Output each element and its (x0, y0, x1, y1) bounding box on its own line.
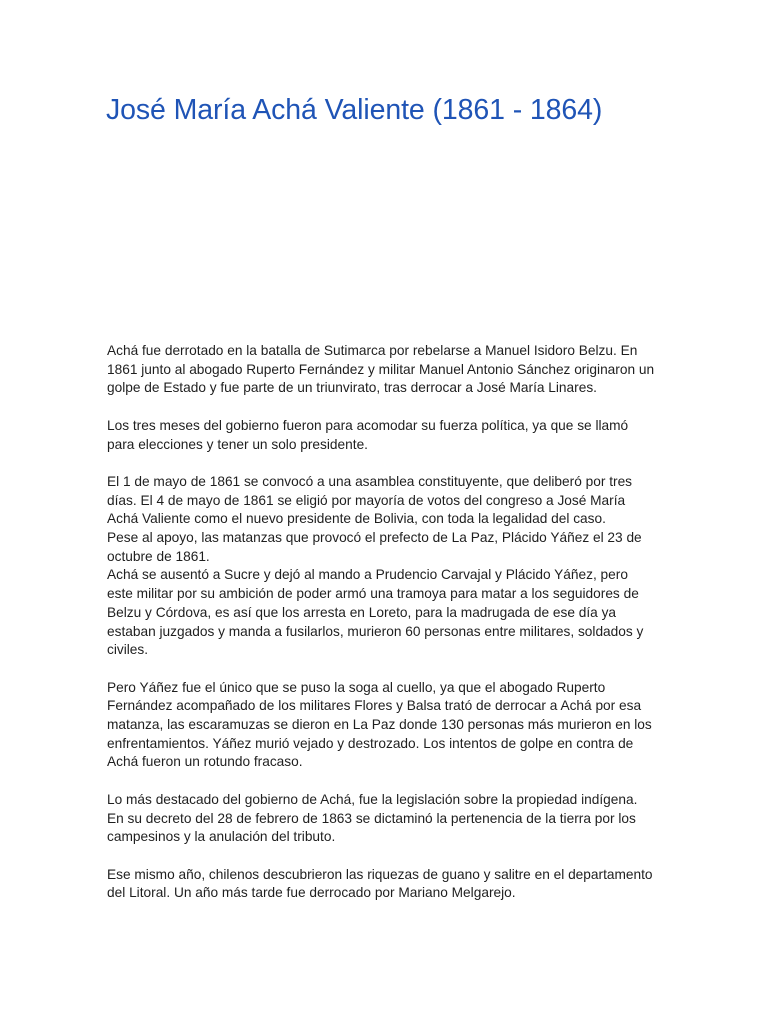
body-paragraph (107, 417, 663, 454)
document-body (107, 342, 663, 922)
body-paragraph (107, 679, 663, 773)
paragraph-line: Achá fue derrotado en la batalla de Sutimarca por rebelarse a Manuel Isidoro Belzu. En (107, 343, 638, 358)
paragraph-line: golpe de Estado y fue parte de un triunvirato, tras derrocar a José María Linares. (107, 380, 597, 396)
paragraph-line: Fernández acompañado de los militares Flores y Balsa trató de derrocar a Achá por esa (107, 698, 642, 714)
body-paragraph (107, 342, 663, 398)
paragraph-line: Achá Valiente como el nuevo presidente de Bolivia, con toda la legalidad del caso. (107, 511, 606, 527)
paragraph-line: este militar por su ambición de poder armó una tramoya para matar a los seguidores de (107, 586, 639, 602)
paragraph-line: días. El 4 de mayo de 1861 se eligió por mayoría de votos del congreso a José María (107, 492, 626, 508)
body-paragraph (107, 866, 663, 903)
paragraph-line: Pese al apoyo, las matanzas que provocó el prefecto de La Paz, Plácido Yáñez el 23 de (107, 530, 642, 545)
paragraph-line: enfrentamientos. Yáñez murió vejado y destrozado. Los intentos de golpe en contra de (107, 735, 634, 751)
paragraph-line: estaban juzgados y manda a fusilarlos, murieron 60 personas entre militares, soldados y (107, 623, 644, 639)
paragraph-line: El 1 de mayo de 1861 se convocó a una asamblea constituyente, que deliberó por tres (107, 473, 633, 489)
paragraph-line: octubre de 1861. (107, 548, 210, 564)
paragraph-line: 1861 junto al abogado Ruperto Fernández y militar Manuel Antonio Sánchez originaron un (107, 361, 655, 377)
paragraph-line: matanza, las escaramuzas se dieron en La Paz donde 130 personas más murieron en los (107, 717, 652, 733)
paragraph-line: civiles. (107, 642, 149, 658)
paragraph-line: Achá fueron un rotundo fracaso. (107, 754, 303, 770)
paragraph-line: para elecciones y tener un solo presidente. (107, 436, 368, 452)
paragraph-line: del Litoral. Un año más tarde fue derrocado por Mariano Melgarejo. (107, 885, 516, 901)
paragraph-line: Los tres meses del gobierno fueron para acomodar su fuerza política, ya que se llamó (107, 417, 629, 433)
paragraph-line: En su decreto del 28 de febrero de 1863 se dictaminó la pertenencia de la tierra por los (107, 810, 636, 826)
paragraph-line: campesinos y la anulación del tributo. (107, 829, 336, 845)
body-paragraph (107, 791, 663, 847)
paragraph-line: Achá se ausentó a Sucre y dejó al mando a Prudencio Carvajal y Plácido Yáñez, pero (107, 567, 628, 583)
body-paragraph (107, 473, 663, 660)
paragraph-line: Belzu y Córdova, es así que los arresta en Loreto, para la madrugada de ese día ya (107, 604, 617, 620)
page-title: José María Achá Valiente (1861 - 1864) (106, 94, 603, 126)
paragraph-line: Lo más destacado del gobierno de Achá, fue la legislación sobre la propiedad indígena. (107, 791, 638, 807)
paragraph-line: Ese mismo año, chilenos descubrieron las riquezas de guano y salitre en el departamento (107, 866, 653, 882)
paragraph-line: Pero Yáñez fue el único que se puso la soga al cuello, ya que el abogado Ruperto (107, 679, 606, 695)
